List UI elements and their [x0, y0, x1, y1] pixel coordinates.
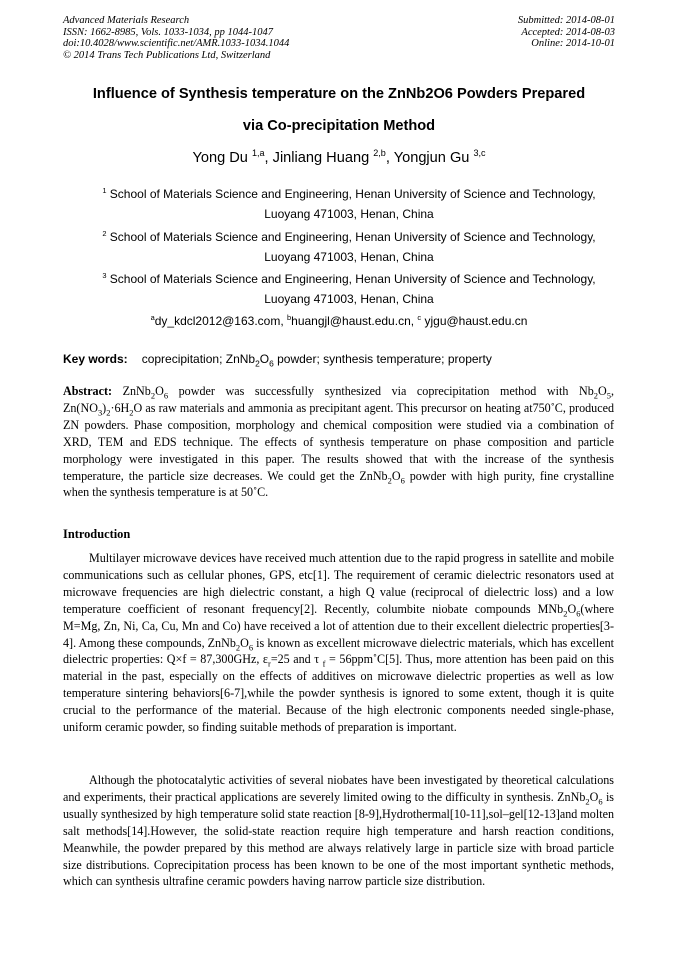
- issn-line: ISSN: 1662-8985, Vols. 1033-1034, pp 1044-1047: [63, 26, 273, 38]
- abstract-text: O: [598, 384, 607, 398]
- affiliation-number: 1: [102, 186, 107, 195]
- body-text: O: [567, 601, 577, 616]
- journal-header: [63, 15, 289, 61]
- email-mark: c: [417, 313, 422, 322]
- submitted-date: Submitted: 2014-08-01: [517, 15, 615, 26]
- affiliation-city: Luoyang 471003, Henan, China: [264, 292, 434, 306]
- email-address[interactable]: huangjl@haust.edu.cn,: [291, 314, 418, 328]
- body-text: (where M=Mg, Zn, Ni, Ca, Cu, Mn and Co) have received a lot of attention due to their excellent dielectric properties[3-4]. Among these compounds, ZnNb: [63, 601, 614, 650]
- email-mark: a: [150, 313, 155, 322]
- author-name: Yong Du: [192, 150, 252, 166]
- accepted-date: Accepted: 2014-08-03: [521, 26, 615, 38]
- body-text: Multilayer microwave devices have received much attention due to the rapid progress in satellite and mobile communications such as cellular phones, GPS, etc[1]. The requirement of ceramic dielectric resonators used at microwave frequencies are high dielectric constant, a high Q value (reciprocal of dielectric loss) and a low temperature coefficient of resonant frequency[2]. Recently, columbite niobate compounds MNb: [63, 551, 614, 616]
- affiliation-2: [80, 227, 618, 267]
- body-text: O: [589, 789, 599, 804]
- email-list: [40, 314, 638, 328]
- body-text: O: [240, 635, 249, 650]
- abstract-text: ): [102, 400, 107, 415]
- author-affil-mark: 1,a: [251, 148, 265, 159]
- affiliation-1: [80, 184, 618, 224]
- dates-header: [518, 15, 615, 50]
- subscript: 6: [576, 608, 581, 619]
- abstract-text: O: [155, 384, 164, 398]
- subscript: 2: [593, 390, 599, 401]
- keywords-text: coprecipitation; ZnNb: [141, 352, 256, 366]
- keywords: [63, 352, 492, 369]
- affiliation-text: School of Materials Science and Engineering, Henan University of Science and Technology,: [106, 187, 596, 201]
- subscript: 2: [106, 407, 111, 418]
- body-text: =25 and τ: [270, 652, 323, 667]
- subscript: 2: [150, 390, 156, 401]
- body-text: Although the photocatalytic activities of several niobates have been investigated by theoretical calculations and experiments, their practical applications are severely limited owing to the difficulty in synthesis. ZnNb: [63, 773, 614, 804]
- author-name: Jinliang Huang: [272, 150, 374, 166]
- subscript: 6: [269, 358, 274, 369]
- introduction-paragraph-2: [63, 772, 614, 890]
- author-affil-mark: 3,c: [473, 148, 486, 159]
- affiliation-3: [80, 269, 618, 309]
- subscript: 6: [598, 796, 603, 807]
- abstract-text: , Zn(NO: [63, 384, 615, 415]
- affiliation-text: School of Materials Science and Engineering, Henan University of Science and Technology,: [106, 230, 596, 244]
- online-date: Online: 2014-10-01: [531, 38, 615, 49]
- subscript: 2: [563, 608, 568, 619]
- abstract-text: O: [391, 468, 401, 483]
- subscript: 2: [387, 474, 392, 485]
- keywords-text: O: [259, 352, 270, 366]
- keywords-text: powder; synthesis temperature; property: [273, 352, 492, 366]
- author-name: Yongjun Gu: [393, 150, 474, 166]
- subscript: 2: [235, 641, 241, 652]
- subscript: 2: [255, 358, 260, 369]
- body-text: is usually synthesized by high temperature solid state reaction [8-9],Hydrothermal[10-11],sol–gel[12-13]and molten salt methods[14].However, the solid-state reaction require high temperature and harsh reaction conditions, Meanwhile, the powder prepared by this method are always relatively large in particle size with broad particle size distributions. Coprecipitation process has been known to be one of the most important synthetic methods, which can synthesis ultrafine ceramic powders having narrow particle size distribution.: [63, 789, 615, 889]
- body-text: is known as excellent microwave dielectric materials, which has excellent dielectric properties: Q×f = 87,300GHz, ε: [63, 635, 614, 667]
- email-address[interactable]: dy_kdcl2012@163.com,: [154, 314, 287, 328]
- affiliation-text: School of Materials Science and Engineering, Henan University of Science and Technology,: [106, 272, 596, 286]
- journal-name: Advanced Materials Research: [63, 15, 190, 26]
- abstract: [63, 383, 614, 501]
- affiliation-number: 2: [102, 229, 107, 238]
- subscript: 6: [163, 390, 169, 401]
- subscript: 2: [129, 407, 134, 418]
- abstract-text: O as raw materials and ammonia as precipitant agent. This precursor on heating at750˚C, produced ZN powders. Phase composition, morphology and chemical composition were studied via a combination of XRD, TEM and EDS technique. The effects of synthesis temperature on phase composition and particle morphology were investigated in this paper. The results showed that with the increase of the synthesis temperature, the particle size decreases. We could get the ZnNb: [63, 400, 614, 483]
- paper-title-line-2: via Co-precipitation Method: [242, 118, 436, 134]
- affiliation-city: Luoyang 471003, Henan, China: [264, 250, 434, 264]
- abstract-text: ·6H: [110, 400, 130, 415]
- affiliation-number: 3: [102, 271, 107, 280]
- copyright-line: © 2014 Trans Tech Publications Ltd, Switzerland: [63, 49, 271, 61]
- abstract-text: powder with high purity, fine crystalline when the synthesis temperature is at 50˚C.: [63, 468, 614, 500]
- email-address[interactable]: yjgu@haust.edu.cn: [421, 314, 528, 328]
- abstract-text: powder was successfully synthesized via coprecipitation method with Nb: [168, 384, 594, 398]
- subscript: 6: [248, 641, 254, 652]
- abstract-text: ZnNb: [112, 384, 151, 398]
- section-heading-introduction: Introduction: [63, 527, 131, 541]
- subscript: 3: [97, 407, 103, 418]
- body-text: = 56ppm˚C[5]. Thus, more attention has been paid on this material in the past, especially on the effects of additives on microwave dielectric properties as well as low temperature sintering behaviors[6-7],while the powder synthesis is ignored to some extent, though it is quite crucial to the performance of the material. Because of the high electronic components needed single-phase, uniform ceramic powder, so finding suitable methods of preparation is important.: [63, 652, 614, 735]
- abstract-label: Abstract:: [63, 384, 113, 398]
- paper-title-line-1: Influence of Synthesis temperature on the ZnNb2O6 Powders Prepared: [92, 86, 586, 102]
- email-mark: b: [287, 313, 292, 322]
- author-separator: ,: [385, 150, 394, 166]
- subscript: 6: [400, 474, 405, 485]
- affiliation-city: Luoyang 471003, Henan, China: [264, 207, 434, 221]
- author-separator: ,: [264, 150, 273, 166]
- doi-line[interactable]: doi:10.4028/www.scientific.net/AMR.1033-1034.1044: [63, 38, 290, 49]
- subscript: 2: [585, 796, 590, 807]
- subscript: 5: [606, 390, 611, 401]
- author-list: [40, 150, 638, 166]
- author-affil-mark: 2,b: [373, 148, 386, 159]
- subscript: r: [267, 658, 271, 669]
- subscript: f: [322, 658, 326, 669]
- introduction-paragraph-1: [63, 550, 614, 736]
- keywords-label: Key words:: [63, 352, 128, 366]
